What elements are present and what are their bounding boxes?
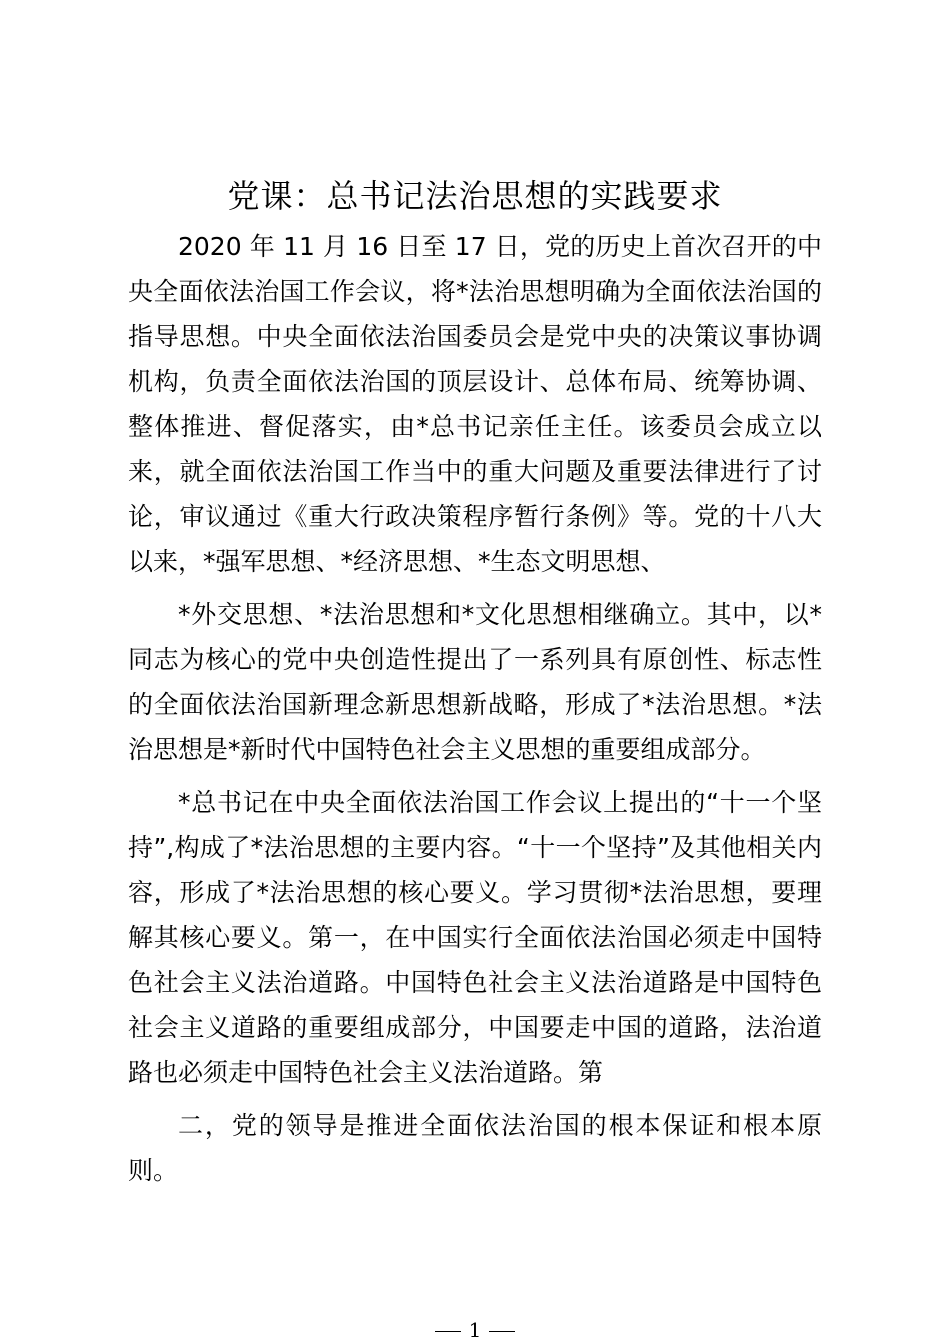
document-body — [128, 224, 822, 1193]
paragraph: 二，党的领导是推进全面依法治国的根本保证和根本原则。 — [128, 1111, 822, 1185]
page-footer — [0, 1316, 950, 1344]
paragraph: *总书记在中央全面依法治国工作会议上提出的“十一个坚持”,构成了*法治思想的主要内容。“十一个坚持”及其他相关内容，形成了*法治思想的核心要义。学习贯彻*法治思想，要理解其核心要义。第一，在中国实行全面依法治国必须走中国特色社会主义法治道路。中国特色社会主义法治道路是中国特色社会主义道路的重要组成部分，中国要走中国的道路，法治道路也必须走中国特色社会主义法治道路。第 — [128, 788, 822, 1087]
page-number: 1 — [468, 1318, 482, 1342]
footer-dash-right — [489, 1331, 515, 1332]
paragraph: 2020 年 11 月 16 日至 17 日，党的历史上首次召开的中央全面依法治国工作会议，将*法治思想明确为全面依法治国的指导思想。中央全面依法治国委员会是党中央的决策议事协调机构，负责全面依法治国的顶层设计、总体布局、统筹协调、整体推进、督促落实，由*总书记亲任主任。该委员会成立以来，就全面依法治国工作当中的重大问题及重要法律进行了讨论，审议通过《重大行政决策程序暂行条例》等。党的十八大以来，*强军思想、*经济思想、*生态文明思想、 — [128, 232, 822, 576]
paragraph: *外交思想、*法治思想和*文化思想相继确立。其中，以*同志为核心的党中央创造性提出了一系列具有原创性、标志性的全面依法治国新理念新思想新战略，形成了*法治思想。*法治思想是*新时代中国特色社会主义思想的重要组成部分。 — [128, 600, 822, 764]
footer-dash-left — [435, 1331, 461, 1332]
document-title: 党课：总书记法治思想的实践要求 — [227, 177, 723, 215]
